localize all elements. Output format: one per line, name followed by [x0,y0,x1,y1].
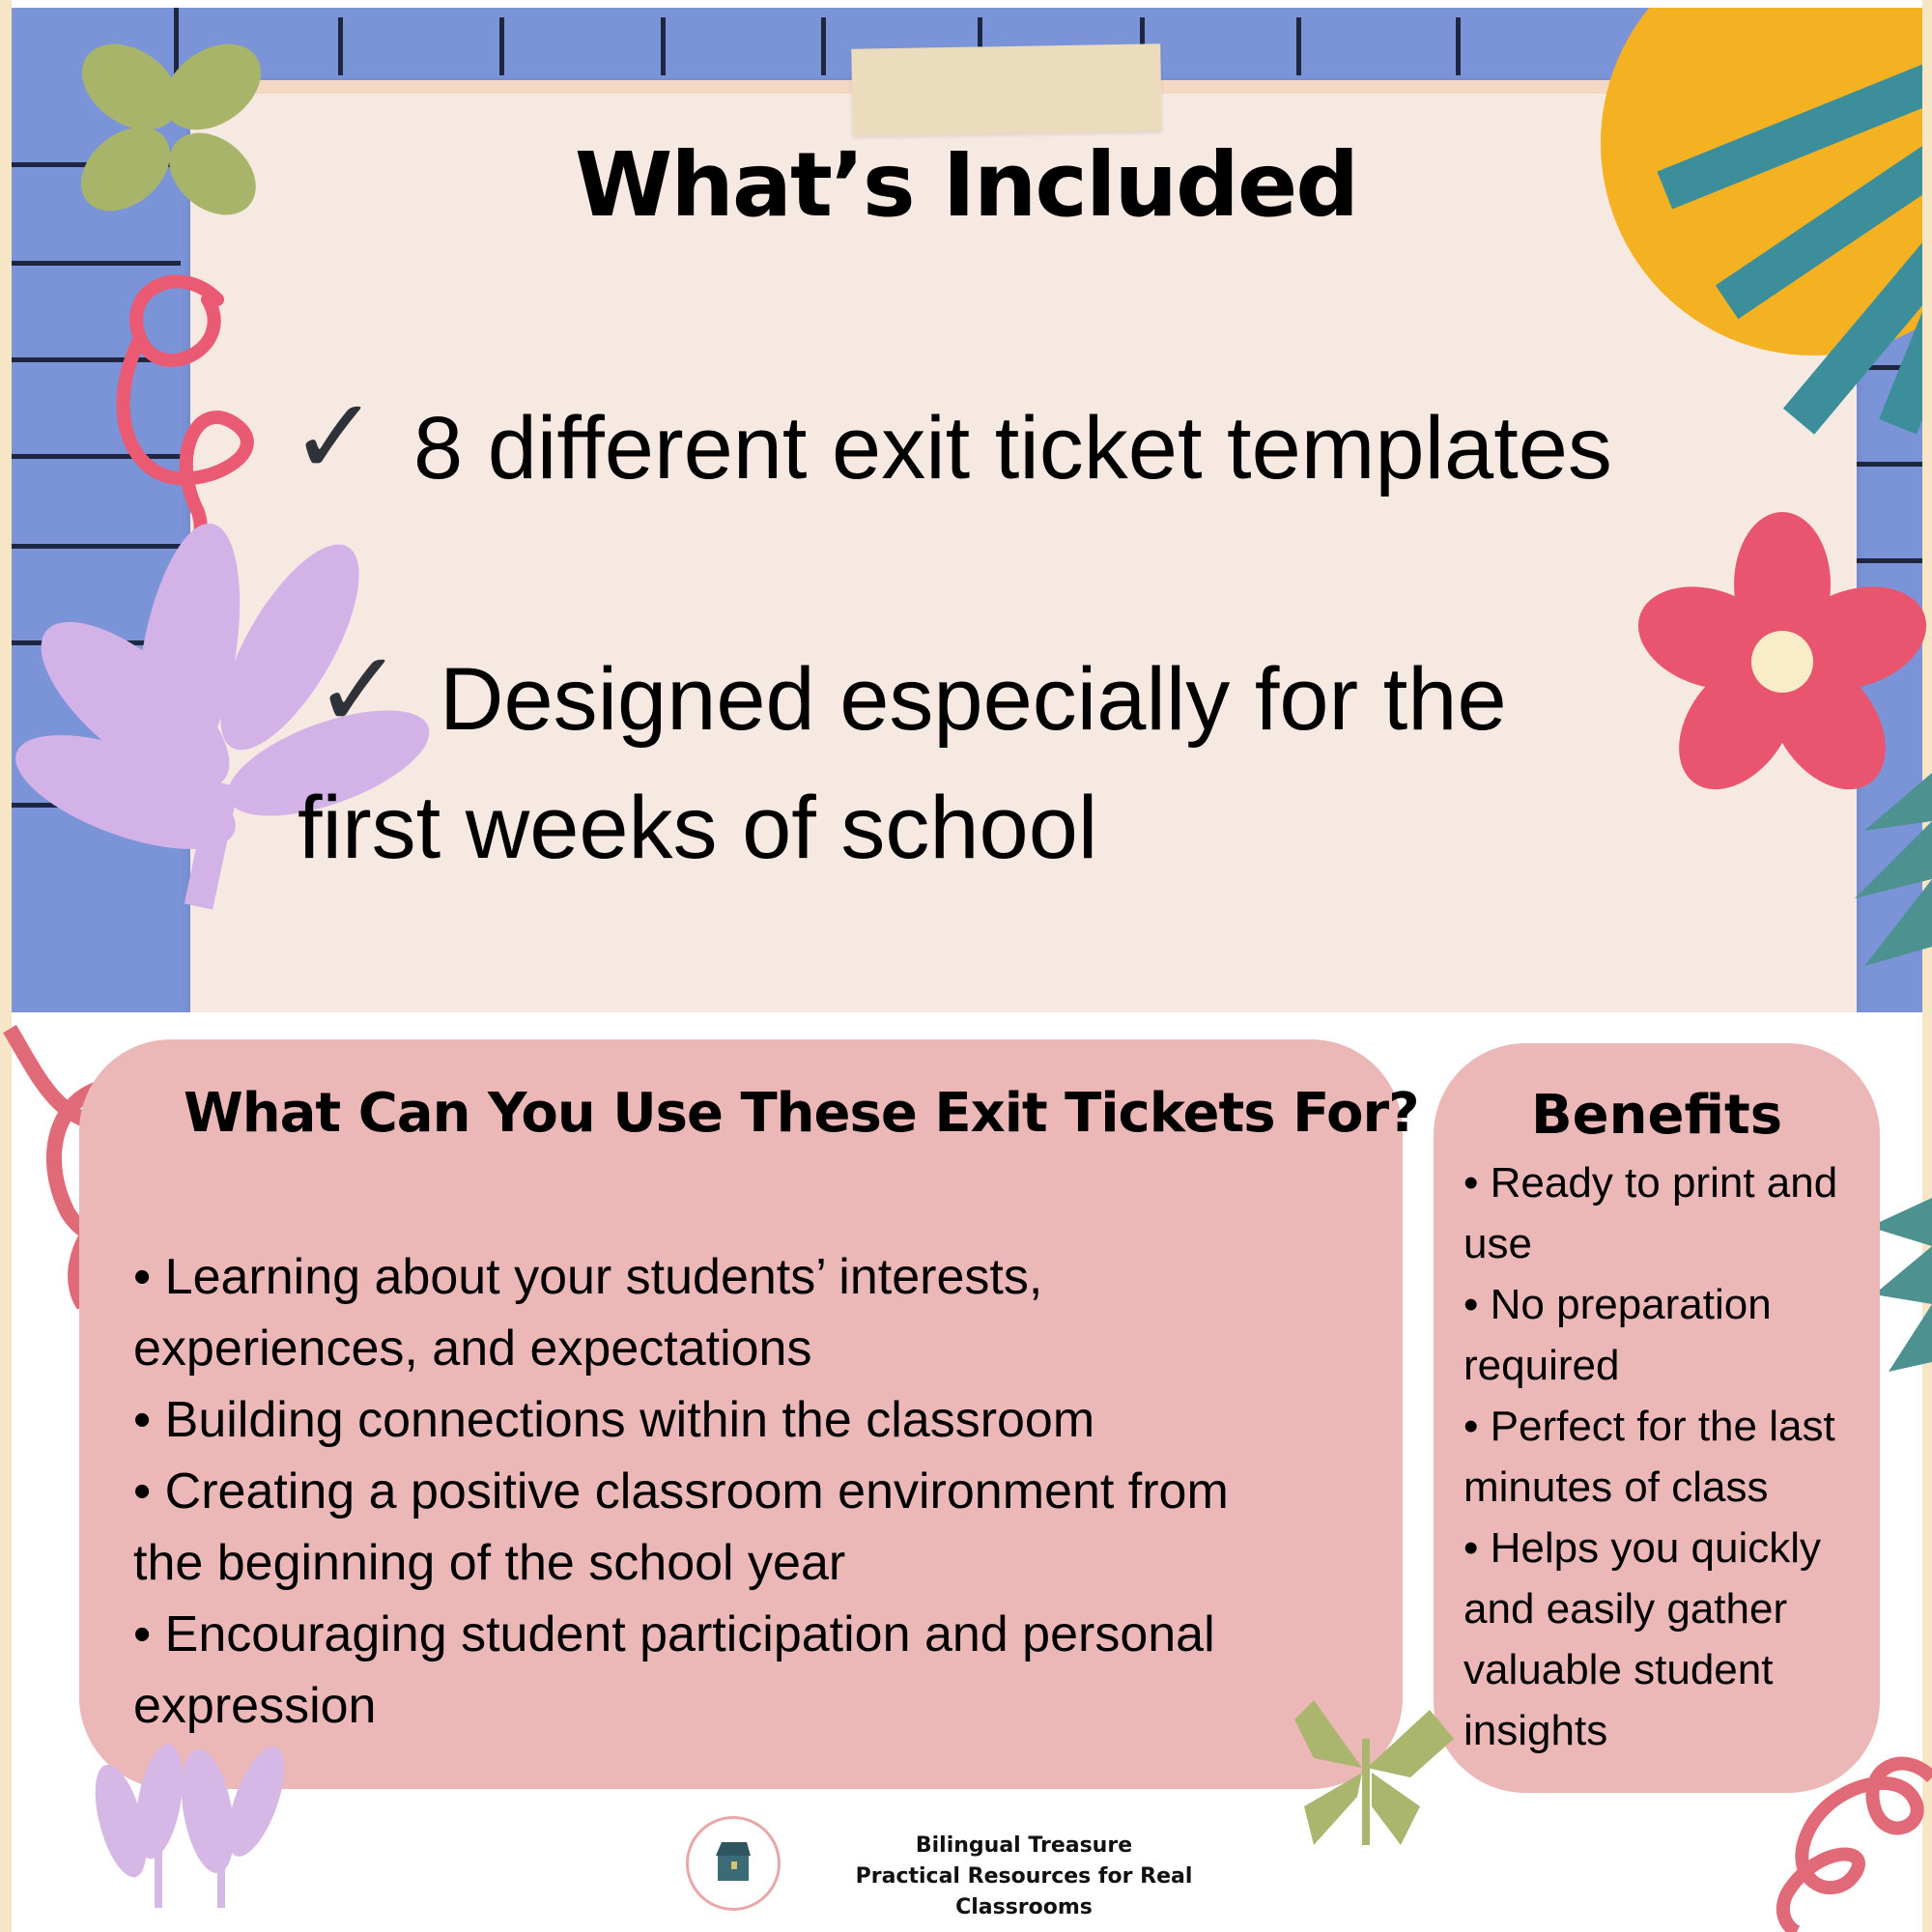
list-item: • Helps you quickly [1463,1524,1822,1572]
list-item: the beginning of the school year [133,1535,846,1591]
brick-line [1845,462,1922,467]
list-item: use [1463,1220,1532,1267]
flower-icon [1633,512,1932,802]
list-item: • Learning about your students’ interests, [133,1249,1043,1305]
lavender-leaf-icon [63,1744,314,1913]
included-item-1: 8 different exit ticket templates [413,399,1612,497]
list-item: expression [133,1678,377,1734]
teal-leaf-icon [1835,773,1932,1024]
list-item: minutes of class [1463,1463,1769,1511]
ribbon-curl-icon [1729,1748,1932,1932]
benefits-card-title: Benefits [1530,1084,1783,1147]
brand-logo [686,1816,781,1911]
footer-branding [792,1831,1256,1923]
uses-card-title: What Can You Use These Exit Tickets For? [184,1082,1419,1145]
included-item-2-line2: first weeks of school [298,779,1098,877]
brick-line [661,17,666,75]
butterfly-icon [1285,1681,1459,1855]
list-item: • Perfect for the last [1463,1403,1835,1450]
list-item: • Ready to print and [1463,1159,1838,1207]
list-item: and easily gather [1463,1585,1788,1633]
list-item: • No preparation [1463,1281,1772,1328]
brand-tagline: Practical Resources for Real Classrooms [855,1864,1193,1919]
brick-line [1456,17,1461,75]
list-item: • Encouraging student participation and personal [133,1606,1215,1662]
list-item: experiences, and expectations [133,1321,812,1377]
page-title: What’s Included [574,133,1358,237]
left-border [0,0,12,1932]
uses-list [133,1241,1379,1742]
list-item: • Building connections within the classroom [133,1392,1095,1448]
brick-line [338,17,343,75]
list-item: valuable student [1463,1646,1774,1693]
list-item: required [1463,1342,1620,1389]
tape-strip [851,43,1162,136]
brick-line [821,17,826,75]
treasure-chest-icon [689,1819,778,1908]
list-item: • Creating a positive classroom environment from [133,1463,1229,1520]
brand-name: Bilingual Treasure [915,1833,1133,1858]
benefits-list [1463,1152,1879,1761]
brick-line [499,17,504,75]
list-item: insights [1463,1707,1608,1754]
included-item-2-line1: Designed especially for the [440,650,1507,749]
checkmark-icon: ✓ [290,375,380,498]
checkmark-icon: ✓ [314,628,404,752]
brick-line [1296,17,1301,75]
